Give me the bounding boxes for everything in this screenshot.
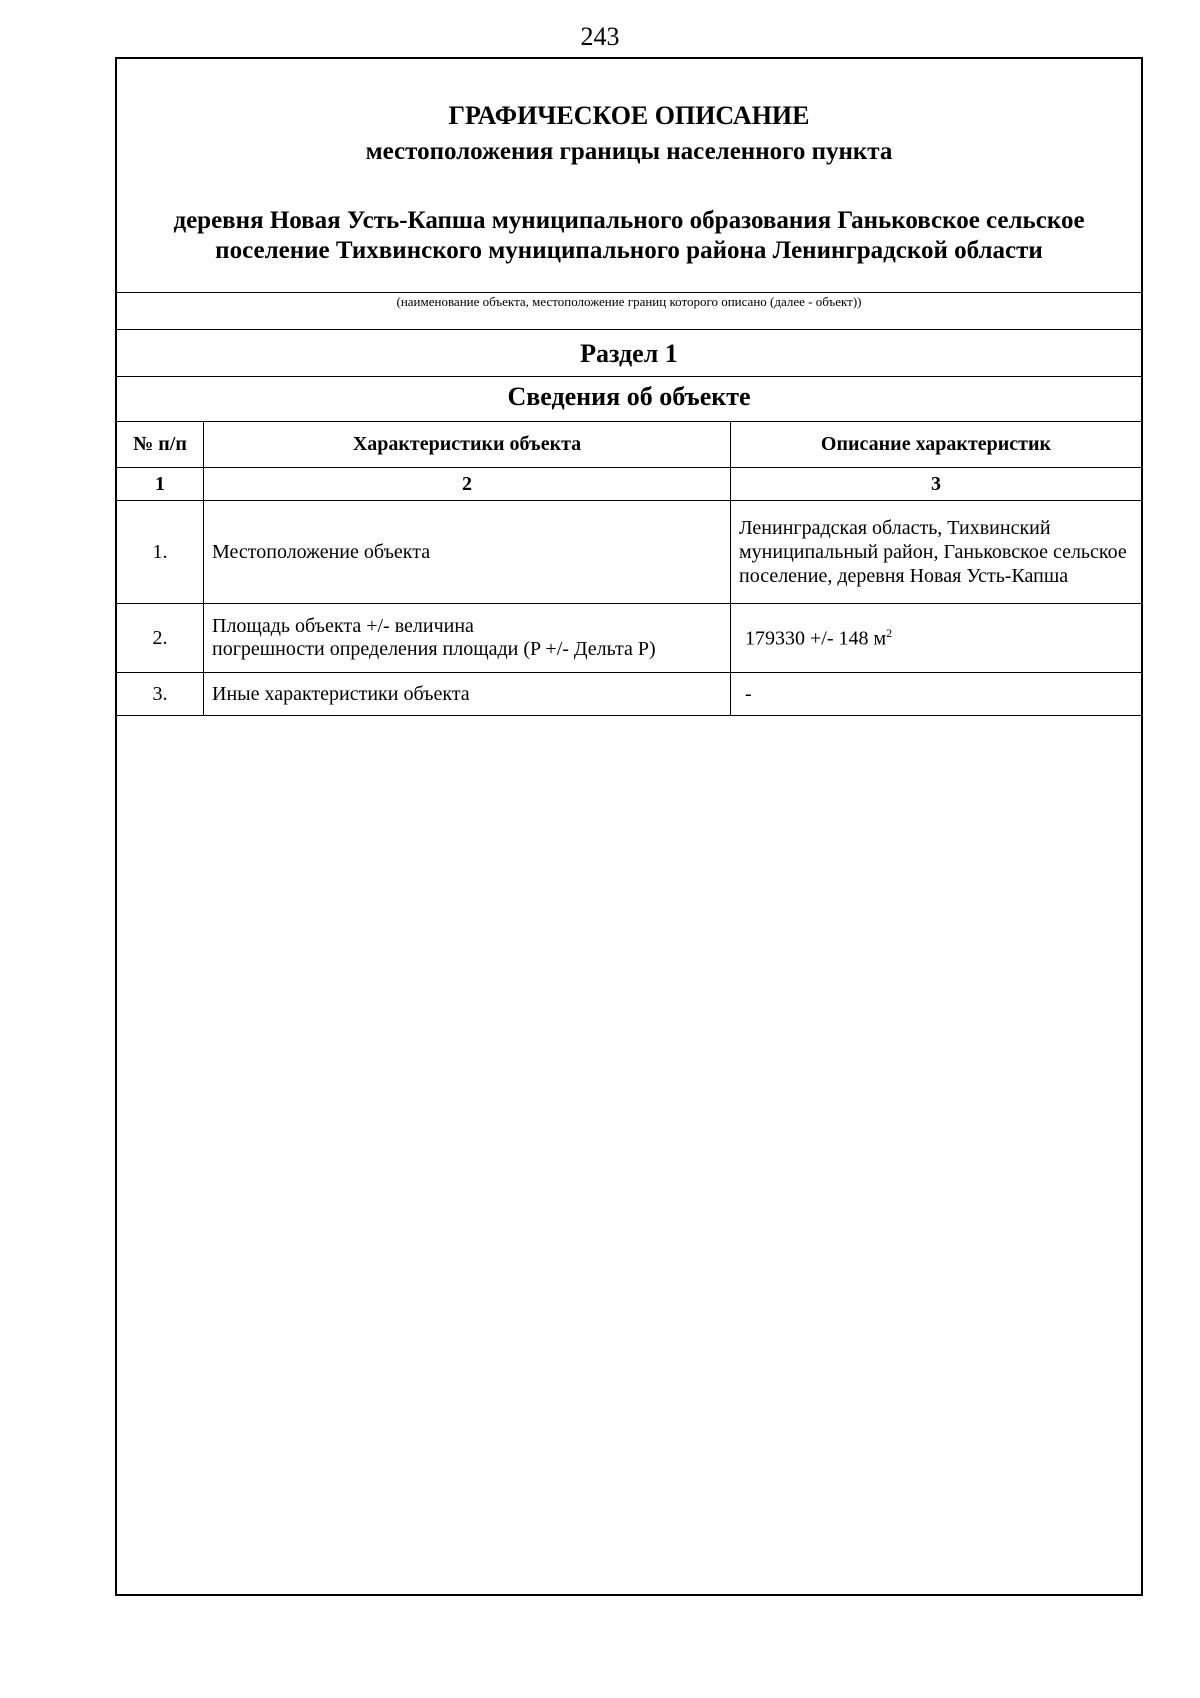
object-name-underline [117, 292, 1141, 293]
column-number: 1 [117, 468, 204, 501]
characteristic-line: Площадь объекта +/- величина [212, 615, 474, 637]
column-number: 2 [204, 468, 731, 501]
divider [117, 329, 1141, 330]
description-cell: Ленинградская область, Тихвинский муниципальный район, Ганьковское сельское поселение, деревня Новая Усть-Капша [731, 501, 1142, 604]
unit-superscript: 2 [886, 625, 893, 640]
section-title: Сведения об объекте [507, 382, 751, 411]
page-number: 243 [580, 22, 620, 51]
object-caption: (наименование объекта, местоположение границ которого описано (далее - объект)) [396, 294, 862, 309]
characteristic-cell [204, 604, 731, 673]
divider [117, 376, 1141, 377]
table-row [117, 501, 1141, 604]
column-number: 3 [731, 468, 1142, 501]
column-number-row [117, 468, 1141, 501]
column-header: Характеристики объекта [204, 422, 731, 468]
document-title: ГРАФИЧЕСКОЕ ОПИСАНИЕ [448, 101, 810, 130]
table-row [117, 673, 1141, 716]
area-value: 179330 +/- 148 м [745, 627, 887, 650]
description-cell: - [731, 673, 1142, 716]
section-number: Раздел 1 [580, 339, 678, 368]
table-header-row [117, 422, 1141, 468]
table-row [117, 604, 1141, 673]
row-number: 3. [117, 673, 204, 716]
document-frame [115, 57, 1143, 1596]
characteristic-cell: Местоположение объекта [204, 501, 731, 604]
row-number: 2. [117, 604, 204, 673]
document-subtitle: местоположения границы населенного пункта [365, 138, 893, 165]
column-header: № п/п [117, 422, 204, 468]
column-header: Описание характеристик [731, 422, 1142, 468]
row-number: 1. [117, 501, 204, 604]
object-name: деревня Новая Усть-Капша муниципального образования Ганьковское сельское поселение Тихвинского муниципального района Ленинградской области [173, 207, 1085, 264]
characteristic-cell: Иные характеристики объекта [204, 673, 731, 716]
description-cell [731, 604, 1142, 673]
object-info-table [117, 421, 1141, 716]
characteristic-line: погрешности определения площади (P +/- Дельта P) [212, 638, 656, 660]
